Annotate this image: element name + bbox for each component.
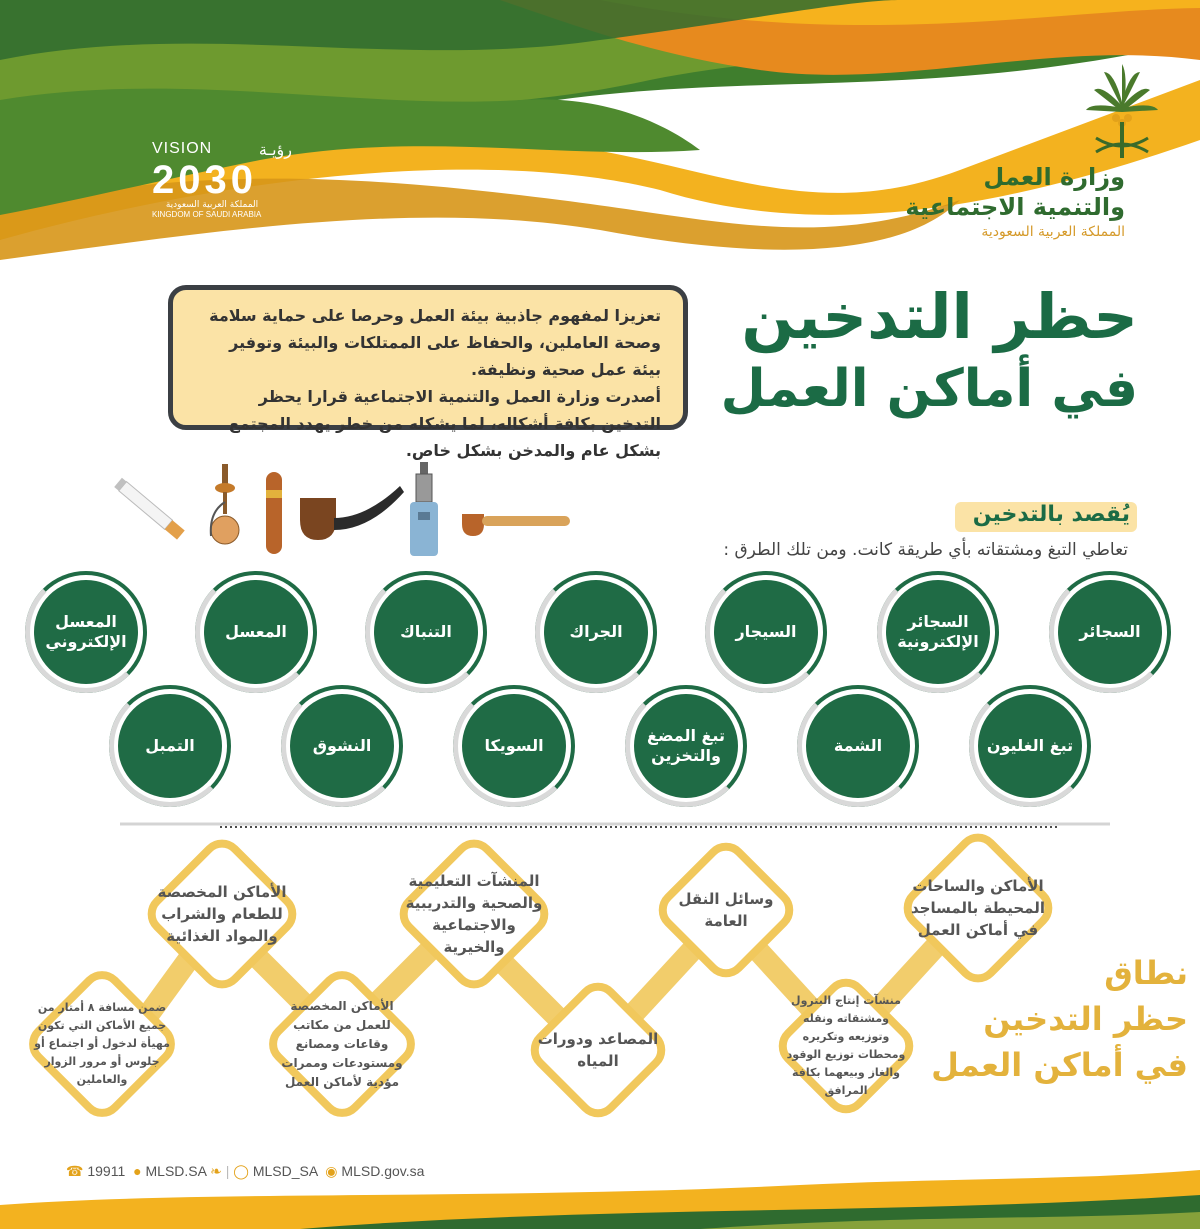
tobacco-type-circle xyxy=(1058,580,1162,684)
ministry-line3: المملكة العربية السعودية xyxy=(981,224,1125,240)
title-line2: في أماكن العمل xyxy=(720,359,1138,419)
definition-heading: يُقصد بالتدخين xyxy=(972,502,1130,527)
scope-item-text: وسائل النقل العامة xyxy=(678,890,774,930)
tobacco-type-label: السويكا xyxy=(484,736,544,755)
scope-heading-3: في أماكن العمل xyxy=(931,1046,1188,1084)
scope-item-text: المصاعد ودورات المياه xyxy=(537,1030,659,1070)
scope-item-text: الأماكن والساحات المحيطة بالمساجد في أماكن العمل xyxy=(910,877,1046,939)
instagram-handle: MLSD_SA xyxy=(252,1163,318,1179)
twitter-icon: ● xyxy=(133,1163,142,1179)
tobacco-type-circle xyxy=(634,694,738,798)
vision-year: 2030 xyxy=(152,158,257,202)
tobacco-type-label: السجائر الإلكترونية xyxy=(897,612,979,651)
separator: | xyxy=(225,1163,234,1179)
ministry-line2: والتنمية الاجتماعية xyxy=(905,193,1125,221)
tobacco-type-label: تبغ الغليون xyxy=(986,736,1074,755)
title-line1: حظر التدخين xyxy=(741,280,1138,353)
vision-arabic-word: رؤيـة xyxy=(258,142,292,159)
scope-item-text: الأماكن المخصصة للطعام والشراب والمواد الغذائية xyxy=(157,883,287,945)
tobacco-type-label: السجائر xyxy=(1079,622,1141,641)
tobacco-type-label: الشمة xyxy=(833,736,883,755)
tobacco-type-circle xyxy=(806,694,910,798)
globe-icon: ◉ xyxy=(325,1163,338,1179)
cigar-icon xyxy=(262,468,286,558)
tobacco-type-circle xyxy=(118,694,222,798)
tobacco-type-circle xyxy=(886,580,990,684)
scope-item-text: الأماكن المخصصة للعمل من مكاتب وقاعات ومصانع ومستودعات وممرات مؤدية لأماكن العمل xyxy=(281,998,403,1089)
instagram-icon: ◯ xyxy=(233,1163,249,1179)
tobacco-type-label: الجراك xyxy=(569,622,623,641)
tobacco-type-circle xyxy=(978,694,1082,798)
twitter-handle: MLSD.SA xyxy=(145,1163,207,1179)
tobacco-type-circle xyxy=(714,580,818,684)
vision-word: VISION xyxy=(152,140,213,157)
tobacco-type-circle xyxy=(374,580,478,684)
vision-2030-logo xyxy=(152,140,292,230)
tobacco-type-label: التنباك xyxy=(400,622,452,641)
tobacco-type-circle xyxy=(544,580,648,684)
scope-item-text: ضمن مسافة ٨ أمتار من جميع الأماكن التي تكون مهيأة لدخول أو اجتماع أو جلوس أو مرور الزوار والعاملين xyxy=(34,1001,170,1086)
tobacco-type-label: النشوق xyxy=(312,736,372,755)
definition-text: تعاطي التبغ ومشتقاته بأي طريقة كانت. ومن تلك الطرق : xyxy=(723,540,1128,560)
ministry-name xyxy=(905,162,1125,242)
website: MLSD.gov.sa xyxy=(341,1163,425,1179)
scope-heading-1: نطاق xyxy=(1104,954,1188,992)
cigarette-icon xyxy=(106,470,196,550)
hookah-icon xyxy=(205,462,245,552)
tobacco-type-label: التمبل xyxy=(145,736,195,755)
tobacco-type-circle xyxy=(290,694,394,798)
scope-item-text: منشآت إنتاج البترول ومشتقاته ونقله وتوزيعه وتكريره ومحطات توزيع الوقود والغاز وبيعهما بكافة المرافق xyxy=(786,994,906,1097)
medwakh-icon xyxy=(458,500,574,540)
tobacco-type-label: السيجار xyxy=(735,622,797,641)
tobacco-type-label: المعسل xyxy=(225,622,287,641)
intro-paragraph-2: أصدرت وزارة العمل والتنمية الاجتماعية قرارا يحظر التدخين بكافة أشكاله، لما يشكله من خطر يهدد المجتمع بشكل عام والمدخن بشكل خاص. xyxy=(228,387,661,460)
palm-emblem-icon xyxy=(1082,62,1162,162)
twitter-bird-icon: ❧ xyxy=(210,1163,222,1179)
page-title xyxy=(718,278,1138,422)
tobacco-type-label: تبغ المضغ والتخزين xyxy=(647,726,725,765)
contact-footer xyxy=(66,1163,424,1180)
tobacco-type-circle xyxy=(462,694,566,798)
tobacco-type-label: المعسل الإلكتروني xyxy=(45,612,127,651)
vision-kingdom-ar: المملكة العربية السعودية xyxy=(165,200,259,210)
vision-kingdom-en: KINGDOM OF SAUDI ARABIA xyxy=(152,210,262,219)
ministry-line1: وزارة العمل xyxy=(983,163,1125,191)
intro-box xyxy=(168,285,688,460)
phone-number: 19911 xyxy=(87,1163,126,1179)
intro-paragraph-1: تعزيزا لمفهوم جاذبية بيئة العمل وحرصا على حماية سلامة وصحة العاملين، والحفاظ على الممتلكات والبيئة وتوفير بيئة عمل صحية ونظيفة. xyxy=(209,306,661,379)
phone-icon: ☎ xyxy=(66,1163,84,1179)
tobacco-type-circle xyxy=(34,580,138,684)
scope-heading-2: حظر التدخين xyxy=(983,1000,1188,1038)
pipe-icon xyxy=(296,478,406,544)
vape-icon xyxy=(404,460,444,560)
scope-item-text: المنشآت التعليمية والصحية والتدريبية والاجتماعية والخيرية xyxy=(405,872,543,956)
tobacco-type-circle xyxy=(204,580,308,684)
